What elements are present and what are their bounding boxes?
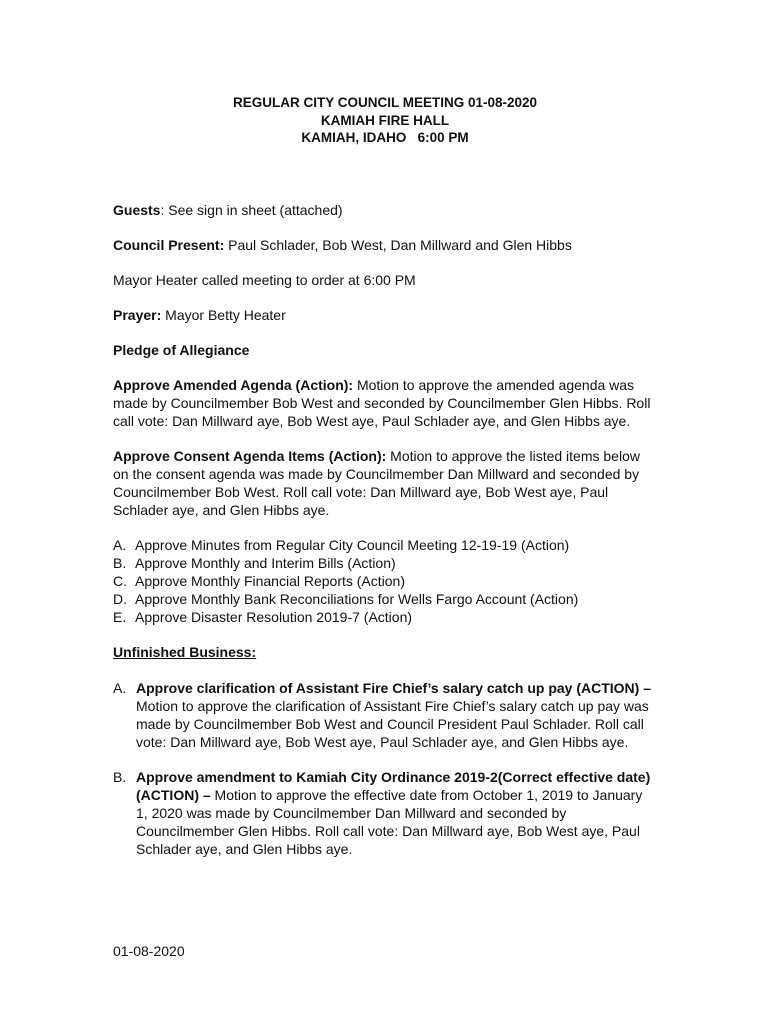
amended-agenda-paragraph: [113, 376, 653, 430]
consent-agenda-paragraph: [113, 447, 653, 519]
list-item: [113, 608, 653, 626]
list-marker: B.: [113, 555, 127, 571]
amended-agenda-label: Approve Amended Agenda (Action):: [113, 377, 354, 393]
list-item-text: Approve Monthly Bank Reconciliations for Wells Fargo Account (Action): [135, 591, 579, 607]
header-city-time: KAMIAH, IDAHO 6:00 PM: [301, 130, 469, 145]
item-marker: A.: [113, 680, 127, 696]
unfinished-item-a: [113, 679, 653, 751]
prayer-label: Prayer:: [113, 307, 162, 323]
header-location: KAMIAH FIRE HALL: [320, 112, 450, 128]
list-item: [113, 536, 653, 554]
list-item-text: Approve Minutes from Regular City Council Meeting 12-19-19 (Action): [135, 537, 570, 553]
list-item-text: Approve Disaster Resolution 2019-7 (Action): [135, 609, 413, 625]
item-text: Motion to approve the effective date from October 1, 2019 to January 1, 2020 was made by Councilmember Dan Millward and seconded by Councilmember Glen Hibbs. Roll call vote: Dan Millward aye, Bob West aye, Paul Schlader aye, and Glen Hibbs aye.: [136, 787, 643, 857]
item-text: Motion to approve the clarification of Assistant Fire Chief’s salary catch up pay was made by Councilmember Bob West and Council President Paul Schlader. Roll call vote: Dan Millward aye, Bob West aye, Paul Schlader aye, and Glen Hibbs aye.: [136, 698, 649, 750]
list-item: [113, 572, 653, 590]
list-item-text: Approve Monthly Financial Reports (Action): [135, 573, 406, 589]
amended-agenda-text: Motion to approve the amended agenda was made by Councilmember Bob West and seconded by Councilmember Glen Hibbs. Roll call vote: Dan Millward aye, Bob West aye, Paul Schlader aye, and Glen Hibbs aye.: [113, 377, 651, 429]
consent-agenda-label: Approve Consent Agenda Items (Action):: [113, 448, 387, 464]
list-marker: D.: [113, 591, 127, 607]
call-to-order: Mayor Heater called meeting to order at 6:00 PM: [113, 272, 416, 288]
guests-text: : See sign in sheet (attached): [160, 202, 343, 218]
prayer-paragraph: [113, 306, 653, 324]
council-present-paragraph: [113, 236, 653, 254]
item-label: Approve clarification of Assistant Fire Chief’s salary catch up pay (ACTION) –: [136, 680, 652, 696]
pledge-label: Pledge of Allegiance: [113, 342, 250, 358]
list-marker: A.: [113, 537, 127, 553]
consent-agenda-text: Motion to approve the listed items below on the consent agenda was made by Councilmember Dan Millward and seconded by Councilmember Bob West. Roll call vote: Dan Millward aye, Bob West aye, Paul Schlader aye, and Glen Hibbs aye.: [113, 448, 640, 518]
item-marker: B.: [113, 769, 127, 785]
list-item: [113, 590, 653, 608]
guests-label: Guests: [113, 202, 161, 218]
minutes-body: [113, 201, 653, 875]
guests-paragraph: [113, 201, 653, 219]
item-label: Approve amendment to Kamiah City Ordinance 2019-2(Correct effective date) (ACTION) –: [136, 769, 651, 803]
list-item: [113, 554, 653, 572]
list-marker: C.: [113, 573, 127, 589]
page-footer-date: 01-08-2020: [113, 943, 185, 959]
council-present-text: Paul Schlader, Bob West, Dan Millward and Glen Hibbs: [224, 237, 572, 253]
council-present-label: Council Present:: [113, 237, 225, 253]
meeting-header: [0, 94, 770, 147]
list-item-text: Approve Monthly and Interim Bills (Action): [135, 555, 396, 571]
unfinished-item-b: [113, 768, 653, 858]
list-marker: E.: [113, 609, 127, 625]
unfinished-business-heading: Unfinished Business:: [113, 644, 257, 660]
pledge-heading: [113, 341, 653, 359]
consent-items-list: [113, 536, 653, 626]
header-title: REGULAR CITY COUNCIL MEETING 01-08-2020: [232, 95, 538, 110]
prayer-text: Mayor Betty Heater: [161, 307, 286, 323]
